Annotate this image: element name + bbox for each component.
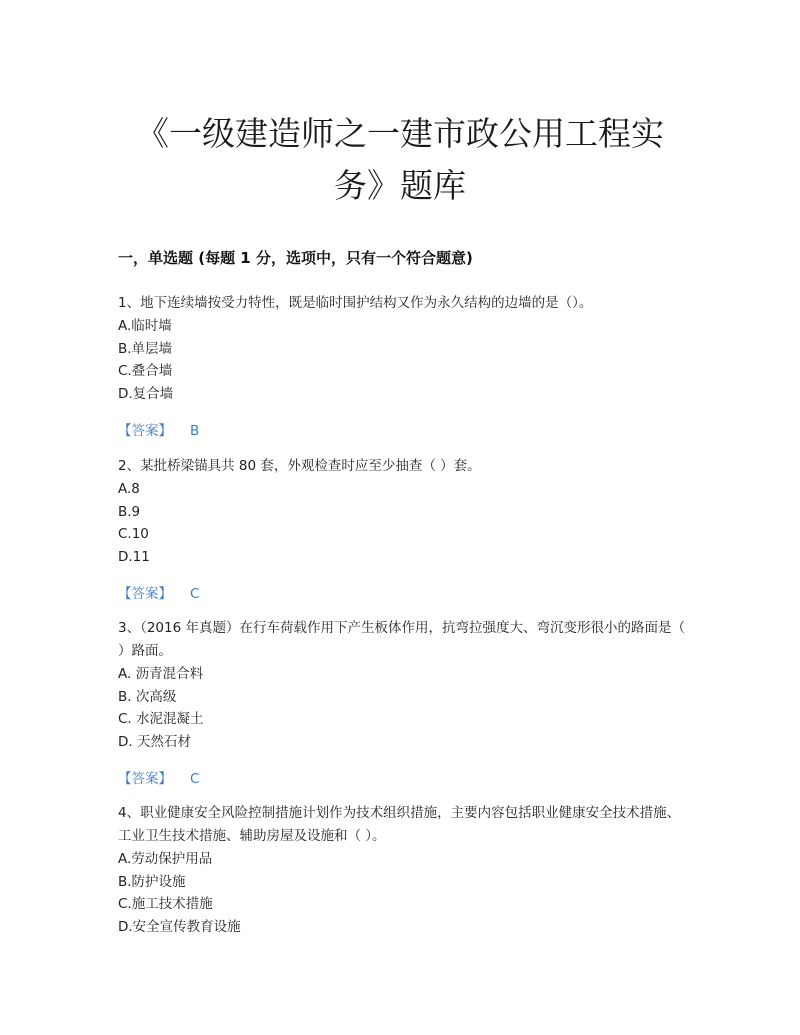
option-c: C.叠合墙 — [118, 363, 173, 379]
question-2 — [118, 455, 688, 605]
option-d: D.复合墙 — [118, 385, 174, 402]
option-c: C.施工技术措施 — [118, 896, 213, 912]
question-stem: 2、某批桥梁锚具共 80 套，外观检查时应至少抽查（ ）套。 — [118, 458, 481, 474]
title-line-2: 务》题库 — [334, 166, 466, 205]
section-heading: 一，单选题 (每题 1 分，选项中，只有一个符合题意) — [118, 249, 473, 267]
option-b: B.防护设施 — [118, 873, 186, 890]
question-4 — [118, 802, 688, 938]
option-a: A.劳动保护用品 — [118, 851, 213, 867]
option-d: D.安全宣传教育设施 — [118, 918, 241, 935]
option-c: C. 水泥混凝土 — [118, 711, 204, 727]
answer-line — [118, 768, 688, 790]
answer-label: 【答案】 — [118, 423, 172, 439]
answer-value: C — [190, 586, 200, 602]
answer-line — [118, 583, 688, 605]
answer-label: 【答案】 — [118, 586, 172, 602]
question-stem: 1、地下连续墙按受力特性，既是临时围护结构又作为永久结构的边墙的是（）。 — [118, 295, 593, 311]
option-b: B.单层墙 — [118, 340, 173, 357]
option-d: D.11 — [118, 548, 150, 565]
question-stem: 3、（2016 年真题）在行车荷载作用下产生板体作用，抗弯拉强度大、弯沉变形很小的路面是（ ）路面。 — [118, 620, 685, 659]
answer-value: C — [190, 771, 200, 787]
option-a: A.8 — [118, 481, 140, 497]
answer-value: B — [190, 423, 200, 439]
document-title — [100, 108, 700, 212]
question-3 — [118, 617, 688, 790]
option-d: D. 天然石材 — [118, 733, 191, 750]
option-a: A. 沥青混合料 — [118, 666, 204, 682]
answer-label: 【答案】 — [118, 771, 172, 787]
question-1 — [118, 292, 688, 442]
title-line-1: 《一级建造师之一建市政公用工程实 — [136, 114, 664, 153]
option-b: B.9 — [118, 503, 141, 520]
option-b: B. 次高级 — [118, 688, 177, 705]
option-a: A.临时墙 — [118, 318, 172, 334]
question-stem: 4、职业健康安全风险控制措施计划作为技术组织措施，主要内容包括职业健康安全技术措施、工业卫生技术措施、辅助房屋及设施和（ ）。 — [118, 805, 681, 844]
answer-line — [118, 420, 688, 442]
option-c: C.10 — [118, 526, 149, 542]
